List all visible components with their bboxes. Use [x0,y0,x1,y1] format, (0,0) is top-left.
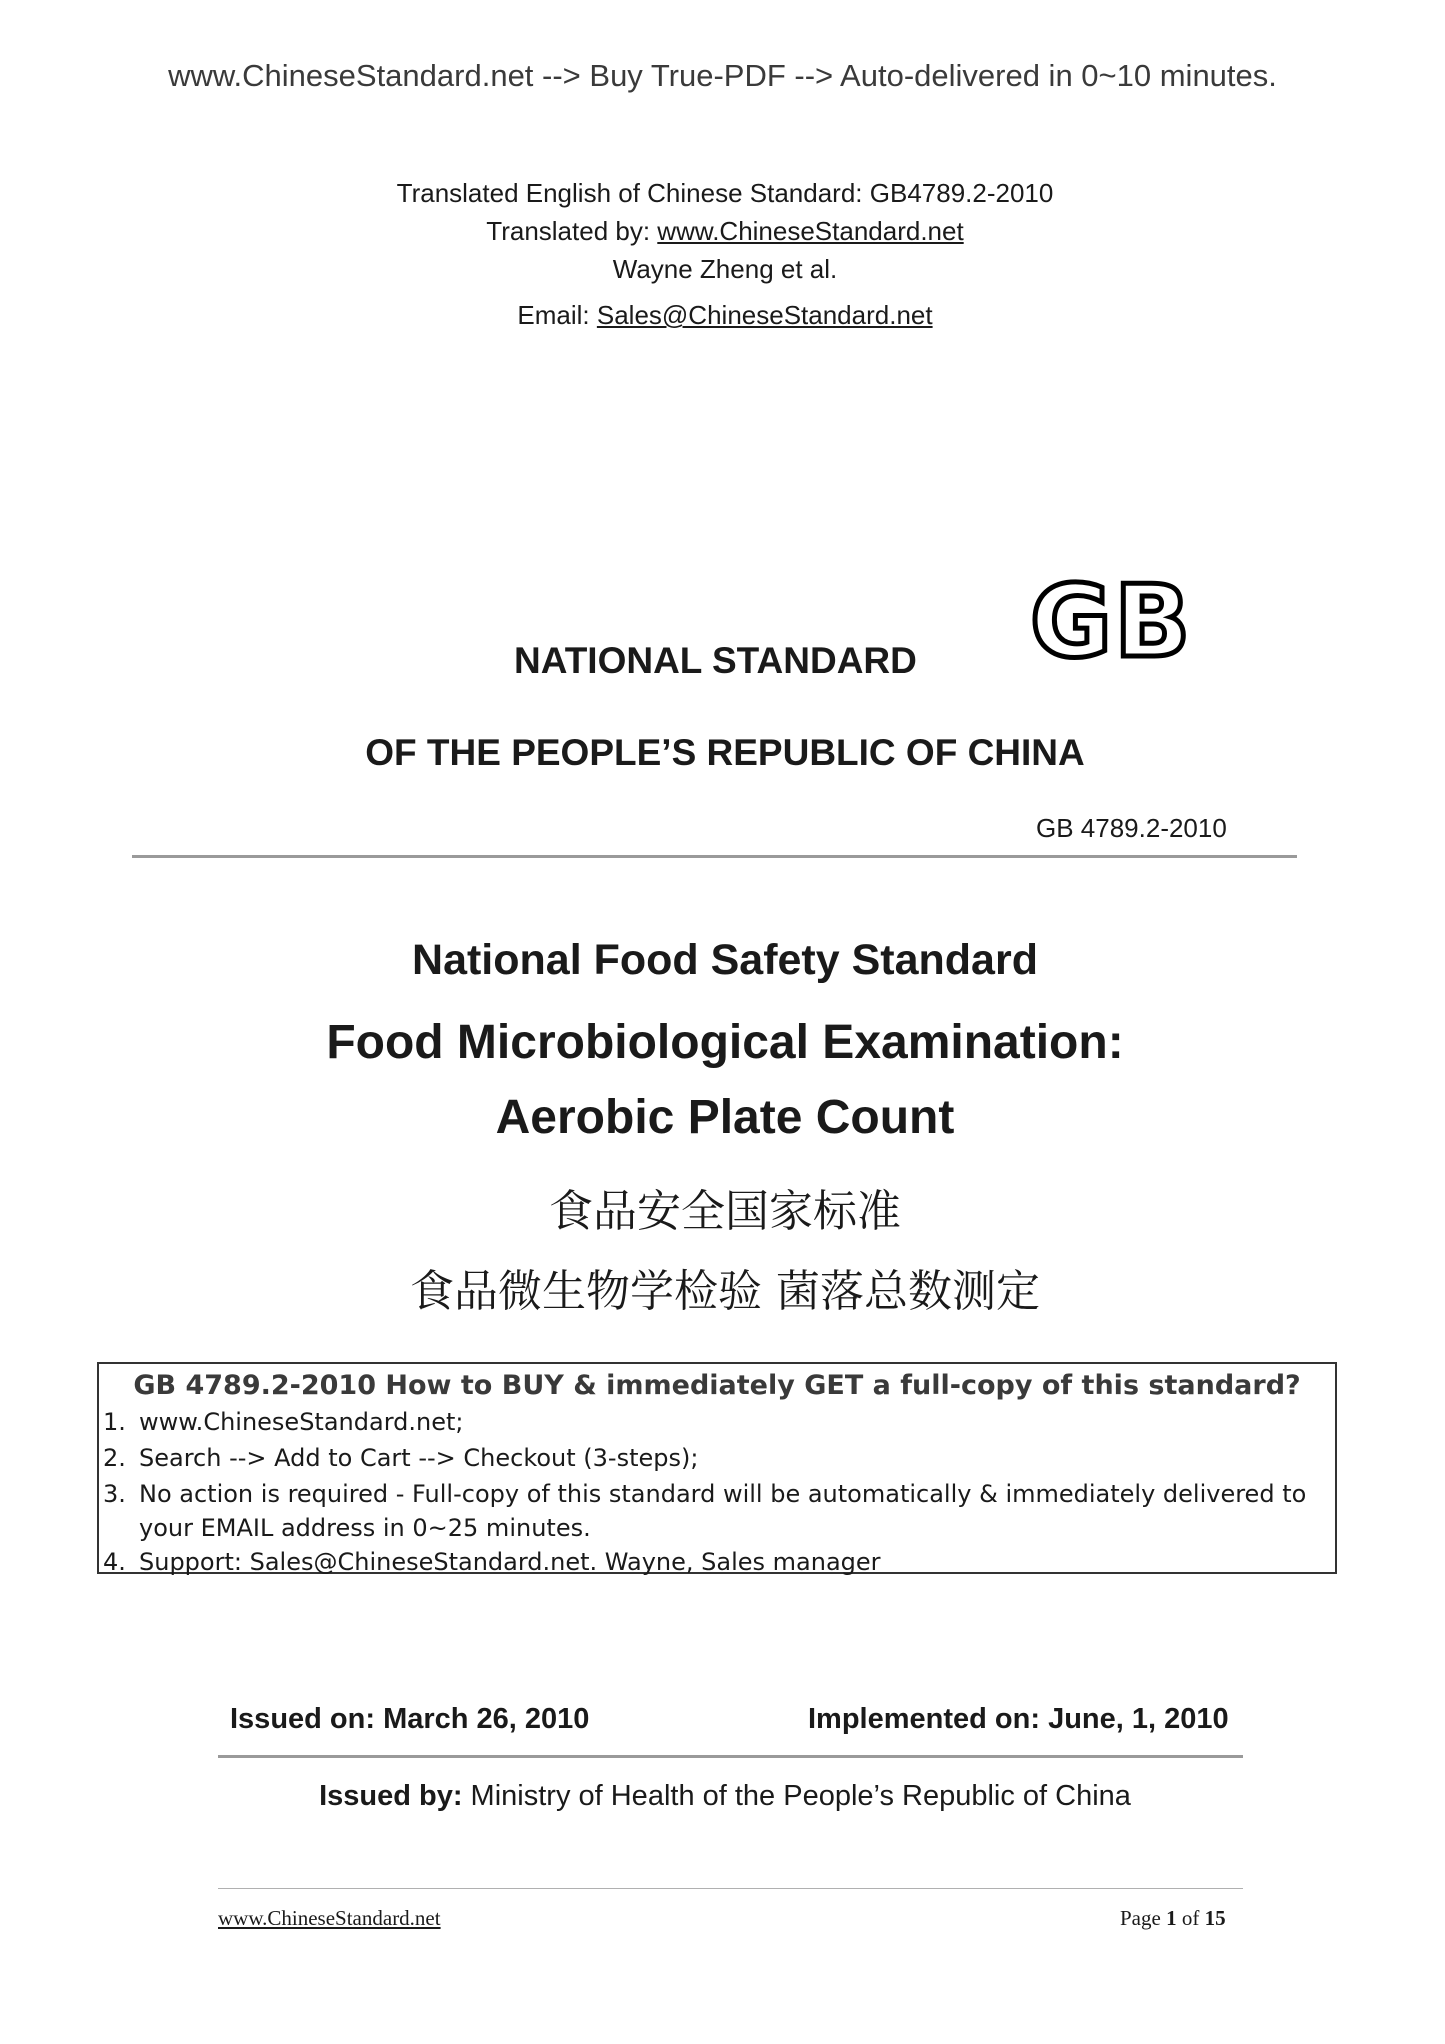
buy-step-number: 4. [103,1548,126,1576]
dates-divider [218,1755,1243,1758]
buy-instructions-box [97,1362,1337,1574]
translation-source-line: Translated English of Chinese Standard: GB4789.2-2010 [396,178,1054,208]
translator-line: Wayne Zheng et al. [612,254,838,284]
title-food-safety: National Food Safety Standard [412,936,1038,984]
title-microbiological-examination: Food Microbiological Examination: [326,1016,1124,1069]
buy-step-2 [103,1444,698,1472]
implemented-on-date: Implemented on: June, 1, 2010 [808,1703,1229,1735]
header-divider [132,855,1297,858]
issuer-name: Ministry of Health of the People’s Republic of China [462,1780,1131,1812]
page-current: 1 [1166,1906,1177,1930]
email-line [160,300,1290,331]
national-standard-heading: NATIONAL STANDARD [514,640,917,681]
page-total: 15 [1204,1906,1226,1930]
buy-step-text: your EMAIL address in 0~25 minutes. [139,1514,591,1542]
buy-step-text: Search --> Add to Cart --> Checkout (3-steps); [139,1444,699,1472]
top-banner: www.ChineseStandard.net --> Buy True-PDF --> Auto-delivered in 0~10 minutes. [168,58,1277,93]
buy-step-number: 2. [103,1444,126,1472]
buy-step-text[interactable]: www.ChineseStandard.net; [139,1408,464,1436]
buy-step-number: 3. [103,1480,126,1508]
buy-step-3-continued [103,1514,591,1542]
issued-by-line [160,1780,1290,1813]
issued-by-label: Issued by: [319,1780,463,1812]
page-of-label: of [1176,1906,1205,1930]
buy-box-title: GB 4789.2-2010 How to BUY & immediately GET a full-copy of this standard? [133,1370,1301,1401]
buy-step-number: 1. [103,1408,126,1436]
email-label: Email: [517,300,597,330]
standard-code: GB 4789.2-2010 [1036,813,1227,843]
buy-step-1 [103,1408,463,1436]
translated-by-line [160,216,1290,247]
footer-site-link[interactable]: www.ChineseStandard.net [218,1906,441,1930]
prc-heading: OF THE PEOPLE’S REPUBLIC OF CHINA [365,732,1085,773]
buy-step-3 [103,1480,1306,1508]
buy-step-text: No action is required - Full-copy of this standard will be automatically & immediately delivered to [139,1480,1307,1508]
buy-step-4 [103,1548,881,1576]
chinese-title-2: 食品微生物学检验 菌落总数测定 [410,1266,1040,1317]
translated-by-link[interactable]: www.ChineseStandard.net [657,216,964,246]
issued-on-date: Issued on: March 26, 2010 [230,1703,590,1735]
buy-step-text: Support: Sales@ChineseStandard.net. Wayne, Sales manager [139,1548,881,1576]
email-link[interactable]: Sales@ChineseStandard.net [596,300,933,330]
title-aerobic-plate-count: Aerobic Plate Count [495,1091,955,1144]
chinese-title-1: 食品安全国家标准 [549,1186,901,1237]
translated-by-label: Translated by: [486,216,658,246]
page-label: Page [1120,1906,1167,1930]
page-indicator [1120,1906,1226,1931]
gb-logo: GB [1030,563,1193,680]
footer-divider [218,1888,1243,1889]
